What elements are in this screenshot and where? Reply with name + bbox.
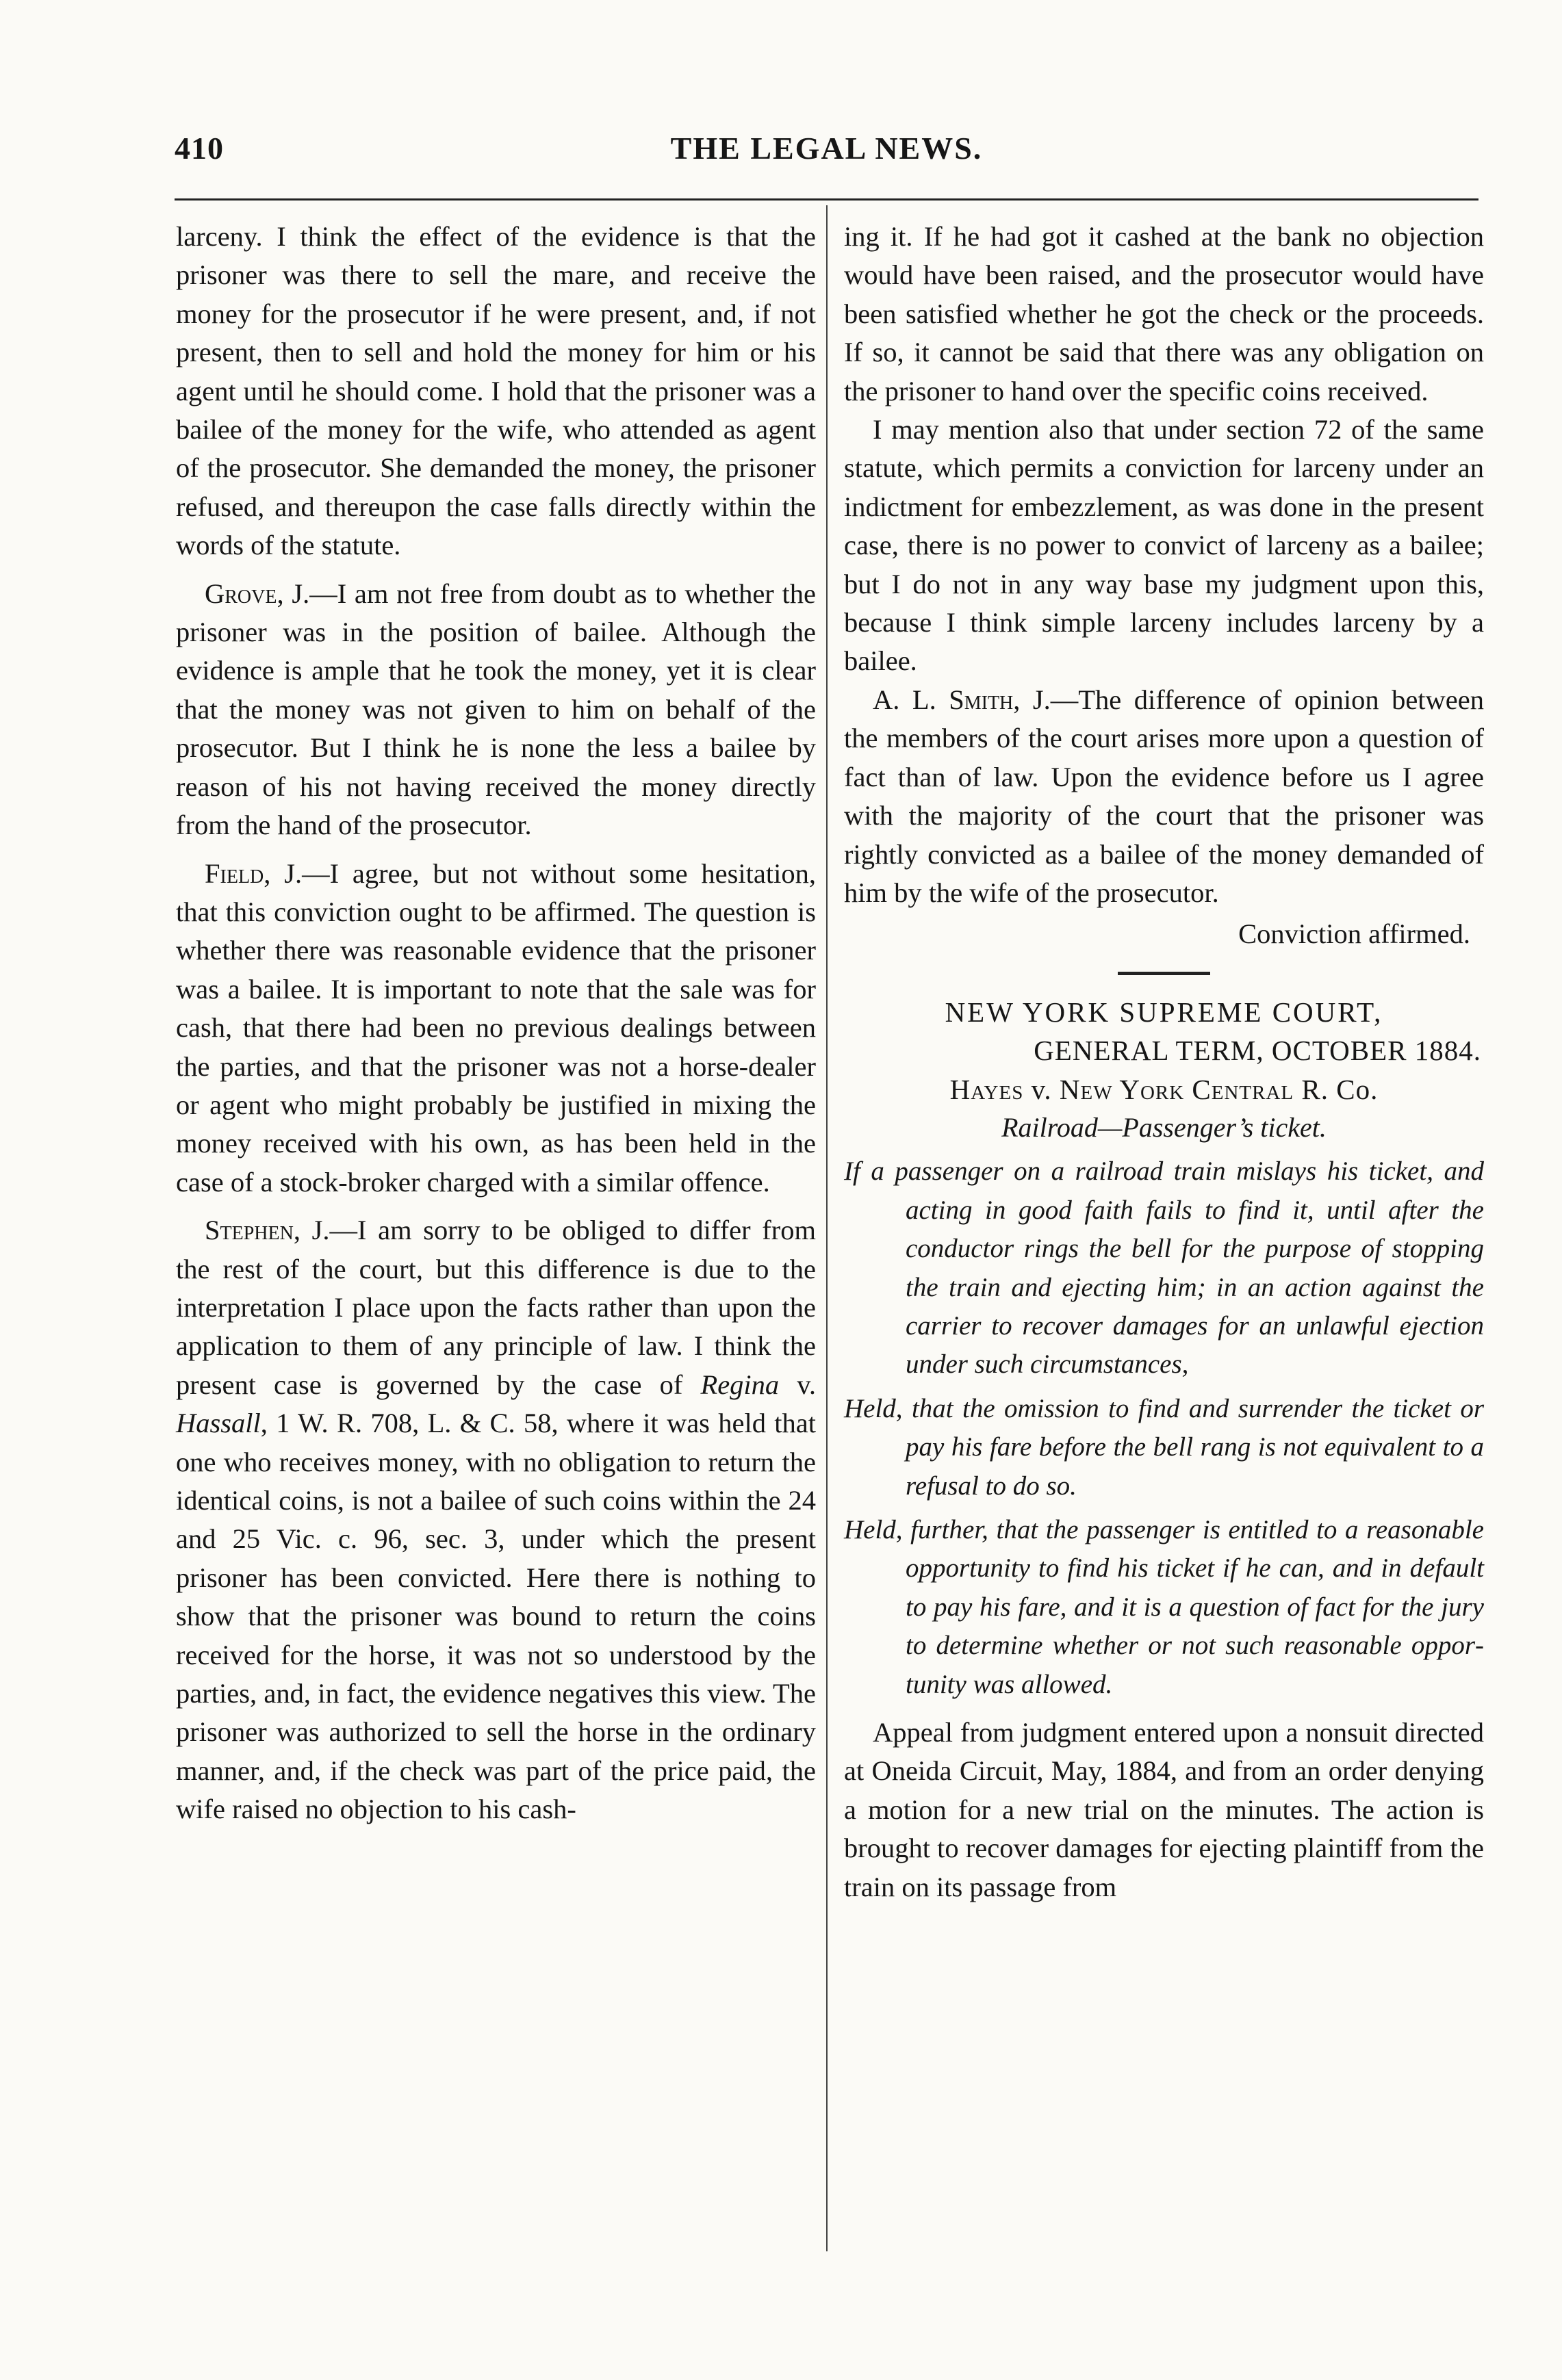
paragraph-larceny: larceny. I think the effect of the evidence is that the prisoner was there to sell the mare, and receive the money for the prosecutor if he were present, and, if not present, then to sell and hold the money for him or his agent until he should come. I hold that the prisoner was a bailee of the money for the wife, who attended as agent of the prosecutor. She demanded the money, the prisoner refused, and thereupon the case falls directly within the words of the statute. — [176, 221, 816, 561]
term-heading: GENERAL TERM, OCTOBER 1884. — [1034, 1035, 1481, 1067]
opinion-stephen-text-b: v. — [779, 1369, 817, 1400]
judge-name-field: Field — [205, 857, 264, 889]
case-subject: Railroad—Passenger’s ticket. — [1001, 1111, 1327, 1143]
opinion-field-text: , J.—I agree, but not without some hesitation, that this conviction ought to be affirmed. The question is whether there was reasonable evidence that the prisoner was a bailee. It is important to note that the sale was for cash, that there had been no previous dealings between the parties, and that the prisoner was not a horse-dealer or agent who might probably be justified in mixing the money received with his own, as has been held in the case of a stock-broker charged with a similar offence. — [176, 857, 816, 1198]
judge-name-smith: A. L. Smith — [873, 684, 1014, 715]
judge-name-stephen: Stephen — [205, 1215, 294, 1246]
page-number: 410 — [175, 131, 224, 166]
paragraph-cashing: ing it. If he had got it cashed at the bank no objection would have been raised, and the prosecutor would have been satisfied whether he got the check or the proceeds. If so, it cannot be said that there was any obligation on the prisoner to hand over the specific coins received. — [844, 221, 1484, 406]
paragraph-section-72: I may mention also that under section 72 of the same statute, which permits a conviction for larceny under an indictment for embezzlement, as was done in the present case, there is no power to convict of larceny as a bailee; but I do not in any way base my judgment upon this, because I think simple larceny includes larceny by a bailee. — [844, 414, 1484, 677]
opinion-grove — [176, 575, 816, 845]
section-rule — [1118, 972, 1210, 975]
opinion-stephen — [176, 1211, 816, 1829]
header-rule — [175, 198, 1478, 201]
case-party-a: Hayes — [949, 1073, 1024, 1105]
column-divider — [826, 205, 828, 2251]
court-heading: NEW YORK SUPREME COURT, — [945, 996, 1383, 1028]
left-column — [176, 218, 816, 1829]
disposition: Conviction affirmed. — [1238, 918, 1470, 950]
headnote-3: Held, further, that the passenger is entitled to a reasonable opportunity to find his ticket if he can, and in default to pay his fare, and it is a question of fact for the jury to determine whether or not such reasonable opportunity was allowed. — [844, 1515, 1484, 1699]
case-v: v. — [1023, 1073, 1060, 1105]
right-column — [844, 218, 1484, 1906]
opinion-grove-text: , J.—I am not free from doubt as to whether the prisoner was in the position of bailee. Although the evidence is ample that he took the money, yet it is clear that the money was not given to him on behalf of the prosecutor. But I think he is none the less a bailee by reason of his not having received the money directly from the hand of the prosecutor. — [176, 578, 816, 841]
paragraph-appeal: Appeal from judgment entered upon a nonsuit directed at Oneida Circuit, May, 1884, and from an order denying a motion for a new trial on the minutes. The action is brought to recover damages for ejecting plaintiff from the train on its passage from — [844, 1717, 1484, 1902]
case-caption — [844, 1070, 1484, 1109]
opinion-field — [176, 855, 816, 1202]
case-suffix: R. Co. — [1294, 1073, 1379, 1105]
opinion-smith — [844, 681, 1484, 912]
judge-name-grove: Grove — [205, 578, 277, 609]
opinion-stephen-text-c: , 1 W. R. 708, L. & C. 58, where it was held that one who receives money, with no obligation to return the identical coins, is not a bailee of such coins within the 24 and 25 Vic. c. 96, sec. 3, under which the present prisoner has been convicted. Here there is nothing to show that the prisoner was bound to return the coins received for the horse, it was not so understood by the parties, and, in fact, the evidence negatives this view. The prisoner was authorized to sell the horse in the ordinary manner, and, if the check was part of the price paid, the wife raised no objection to his cash- — [176, 1408, 816, 1825]
case-name-regina: Regina — [700, 1369, 780, 1400]
opinion-smith-text: , J.—The difference of opinion between the members of the court arises more upon a question of fact than of law. Upon the evidence before us I agree with the majority of the court that the prisoner was rightly convicted as a bailee of the money demanded of him by the wife of the prosecutor. — [844, 684, 1484, 908]
case-party-b: New York Central — [1059, 1073, 1294, 1105]
running-title: THE LEGAL NEWS. — [670, 131, 983, 166]
page-header — [175, 130, 1478, 178]
headnote-2: Held, that the omission to find and surrender the ticket or pay his fare before the bell rang is not equivalent to a refusal to do so. — [844, 1393, 1484, 1501]
opinion-stephen-text-a: , J.—I am sorry to be obliged to differ from the rest of the court, but this difference is due to the interpretation I place upon the facts rather than upon the application to them of any principle of law. I think the present case is governed by the case of — [176, 1215, 816, 1400]
case-name-hassall: Hassall — [176, 1408, 261, 1439]
headnote-1: If a passenger on a railroad train mislays his ticket, and acting in good faith fails to find it, until after the conductor rings the bell for the purpose of stopping the train and ejecting him; in an action against the carrier to recover damages for an unlawful ejection under such circumstances, — [844, 1156, 1484, 1380]
